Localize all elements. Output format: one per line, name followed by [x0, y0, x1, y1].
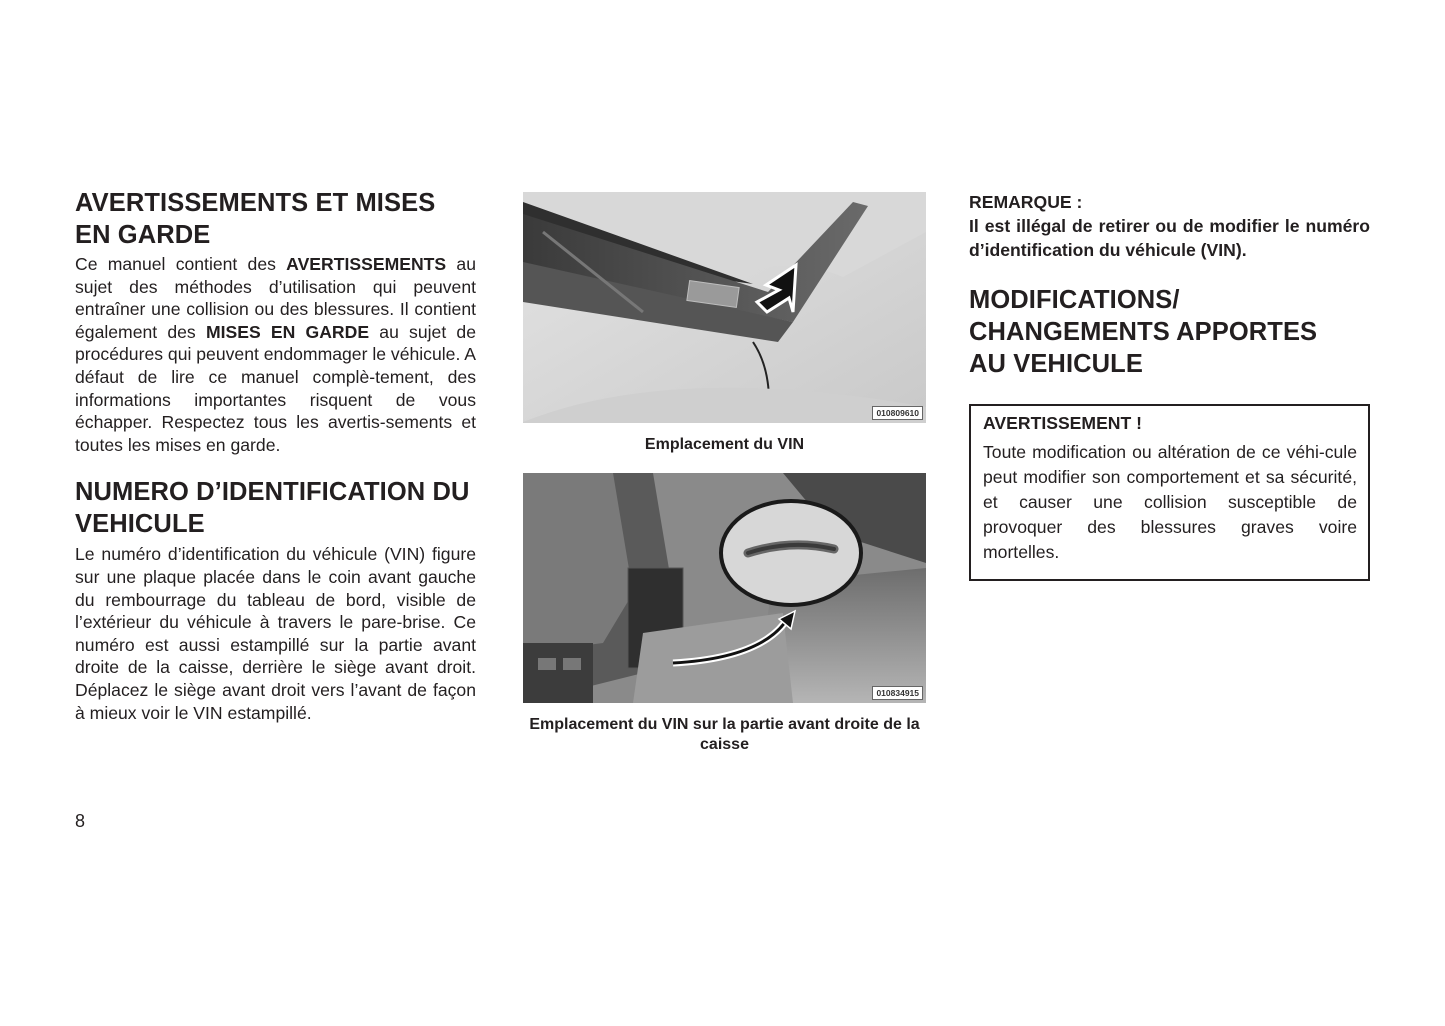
section-title-warnings: AVERTISSEMENTS ET MISES EN GARDE: [75, 189, 436, 249]
warning-box: [969, 404, 1370, 581]
vin-dashboard-illustration: [523, 192, 926, 423]
middle-column: [523, 192, 926, 755]
note-title: REMARQUE :: [969, 192, 1083, 212]
right-column: [969, 191, 1370, 581]
figure-code: 010809610: [872, 406, 923, 420]
section-title-vin: NUMERO D’IDENTIFICATION DU VEHICULE: [75, 478, 470, 539]
section-text-vin: Le numéro d’identification du véhicule (VIN) figure sur une plaque placée dans le coin avant gauche du rembourrage du tableau de bord, visible de l’extérieur du véhicule à travers le pare-brise. Ce numéro est aussi estampillé sur la partie avant droite de la caisse, derrière le siège avant droit. Déplacez le siège avant droit vers l’avant de façon à mieux voir le VIN estampillé.: [75, 544, 476, 723]
section-text-warnings: Ce manuel contient des AVERTISSEMENTS au sujet des méthodes d’utilisation qui peuvent entraîner une collision ou des blessures. Il contient également des MISES EN GARDE au sujet de procédures qui peuvent endommager le véhicule. A défaut de lire ce manuel complè-tement, des informations importantes risquent de vous échapper. Respectez tous les avertis-sements et toutes les mises en garde.: [75, 254, 476, 455]
left-column: [75, 187, 476, 724]
page-number: 8: [75, 811, 86, 831]
warning-text: Toute modification ou altération de ce véhi-cule peut modifier son comportement et sa sécurité, et causer une collision susceptible de provoquer des blessures graves voire mortelles.: [983, 442, 1357, 562]
figure-vin-body: [523, 473, 926, 703]
figure-code: 010834915: [872, 686, 923, 700]
figure-vin-dashboard: [523, 192, 926, 423]
warning-title: AVERTISSEMENT !: [983, 413, 1143, 433]
note-text: Il est illégal de retirer ou de modifier le numéro d’identification du véhicule (VIN).: [969, 216, 1370, 260]
section-title-modifications: MODIFICATIONS/ CHANGEMENTS APPORTES AU VEHICULE: [969, 286, 1318, 378]
figure-caption: Emplacement du VIN: [644, 436, 805, 453]
vin-body-illustration: [523, 473, 926, 703]
figure-caption: Emplacement du VIN sur la partie avant droite de la caisse: [529, 716, 920, 753]
